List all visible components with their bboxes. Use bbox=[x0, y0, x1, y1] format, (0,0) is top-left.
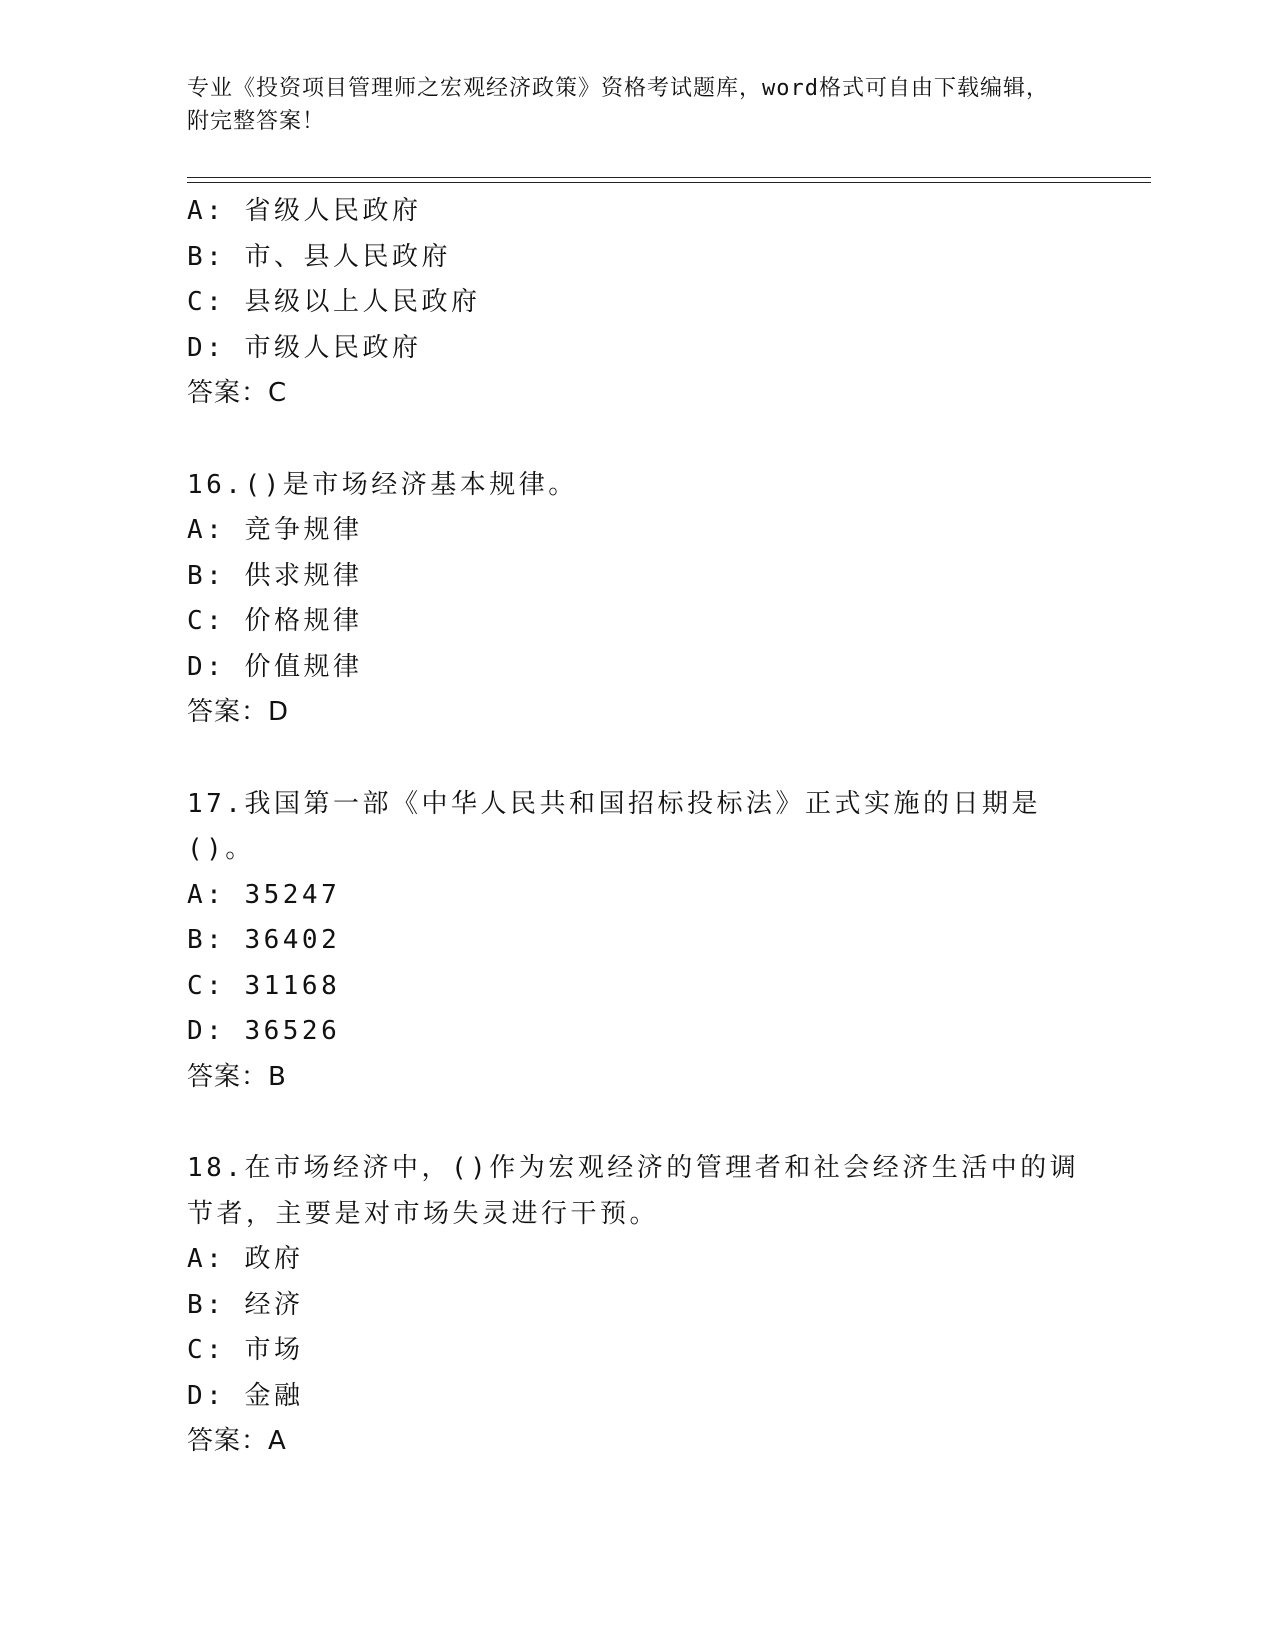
option-b: B: 市、县人民政府 bbox=[187, 241, 451, 272]
answer: 答案：B bbox=[187, 1061, 287, 1092]
option-a: A: 35247 bbox=[187, 879, 341, 910]
option-b: B: 供求规律 bbox=[187, 560, 363, 591]
answer: 答案：A bbox=[187, 1426, 287, 1456]
question-16 bbox=[187, 463, 1137, 736]
option-a: A: 竞争规律 bbox=[187, 515, 363, 545]
spacer bbox=[187, 736, 1137, 782]
option-c: C: 31168 bbox=[187, 970, 341, 1001]
option-d: D: 36526 bbox=[187, 1016, 341, 1046]
header-divider-top bbox=[187, 177, 1151, 178]
option-b: B: 36402 bbox=[187, 925, 341, 955]
option-c: C: 价格规律 bbox=[187, 606, 363, 636]
answer: 答案：C bbox=[187, 378, 288, 408]
question-text: 18.在市场经济中，()作为宏观经济的管理者和社会经济生活中的调节者，主要是对市场失灵进行干预。 bbox=[187, 1153, 1080, 1229]
question-list bbox=[187, 189, 1137, 1465]
option-a: A: 省级人民政府 bbox=[187, 196, 422, 226]
question-18 bbox=[187, 1146, 1137, 1465]
option-c: C: 市场 bbox=[187, 1335, 304, 1365]
option-d: D: 市级人民政府 bbox=[187, 332, 422, 363]
option-b: B: 经济 bbox=[187, 1289, 304, 1320]
question-17 bbox=[187, 782, 1137, 1101]
option-d: D: 金融 bbox=[187, 1380, 304, 1411]
question-text: 17.我国第一部《中华人民共和国招标投标法》正式实施的日期是()。 bbox=[187, 788, 1041, 864]
spacer bbox=[187, 417, 1137, 463]
option-a: A: 政府 bbox=[187, 1244, 304, 1274]
question-15-continued bbox=[187, 189, 1137, 417]
spacer bbox=[187, 1100, 1137, 1146]
answer: 答案：D bbox=[187, 697, 290, 727]
document-header: 专业《投资项目管理师之宏观经济政策》资格考试题库，word格式可自由下载编辑，附完整答案！ bbox=[187, 76, 1049, 134]
question-text: 16.()是市场经济基本规律。 bbox=[187, 469, 578, 500]
option-d: D: 价值规律 bbox=[187, 651, 363, 682]
header-divider-bottom bbox=[187, 182, 1151, 183]
option-c: C: 县级以上人民政府 bbox=[187, 287, 481, 317]
